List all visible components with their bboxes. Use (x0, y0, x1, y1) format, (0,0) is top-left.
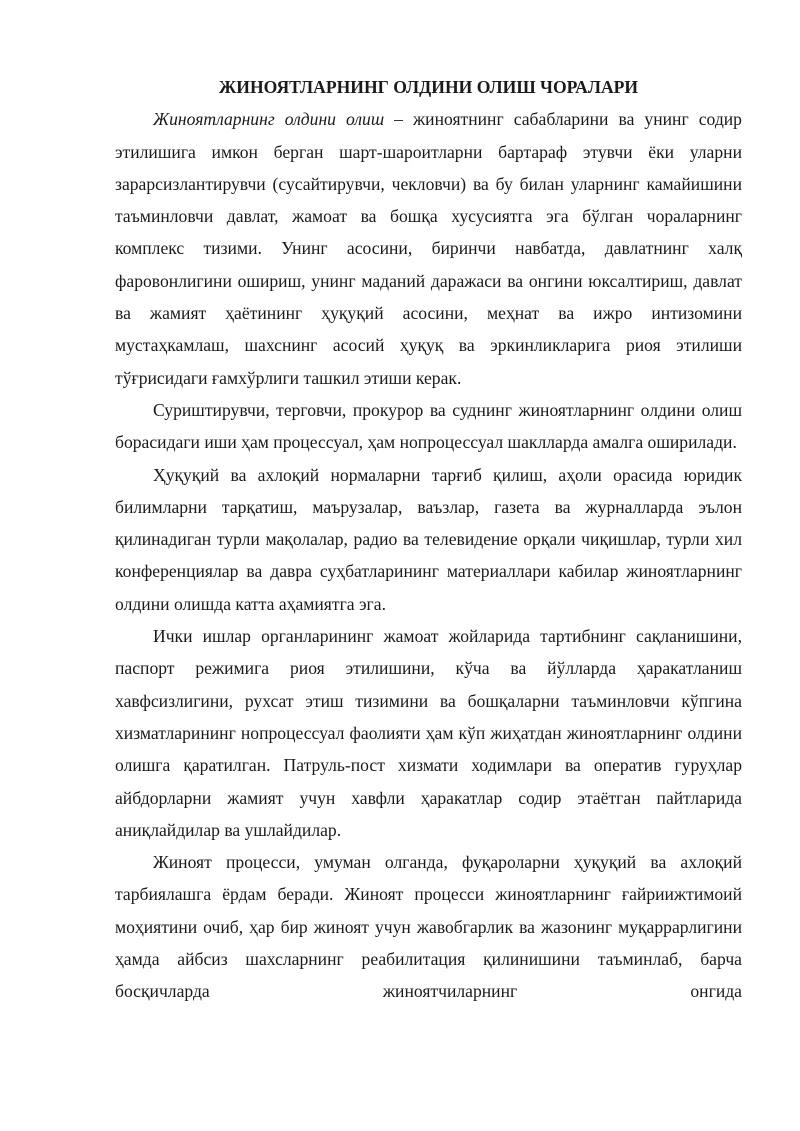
paragraph-text: Суриштирувчи, терговчи, прокурор ва суднинг жиноятларнинг олдини олиш борасидаги иши ҳам процессуал, ҳам нопроцессуал шаклларда амалга оширилади. (115, 399, 742, 453)
paragraph-text: Жиноят процесси, умуман олганда, фуқароларни ҳуқуқий ва ахлоқий тарбиялашга ёрдам беради. Жиноят процесси жиноятларнинг ғайриижтимоий моҳиятини очиб, ҳар бир жиноят учун жавобгарлик ва жазонинг муқаррарлигини ҳамда айбсиз шахсларнинг реабилитация қилинишини таъминлаб, барча босқичларда жиноятчиларнинг онгида (115, 852, 742, 1002)
document-title: ЖИНОЯТЛАРНИНГ ОЛДИНИ ОЛИШ ЧОРАЛАРИ (218, 77, 639, 97)
document-page (115, 71, 742, 1008)
paragraph-procedural-forms (115, 394, 742, 459)
paragraph-definition (115, 103, 742, 394)
paragraph-text: Ҳуқуқий ва ахлоқий нормаларни тарғиб қилиш, аҳоли орасида юридик билимларни тарқатиш, маърузалар, ваъзлар, газета ва журналларда эълон қилинадиган турли мақолалар, радио ва телевидение орқали чиқишлар, турли хил конференциялар ва давра суҳбатларининг материаллари кабилар жиноятларнинг олдини олишда катта аҳамиятга эга. (115, 464, 742, 614)
defined-term: Жиноятларнинг олдини олиш (153, 109, 385, 130)
paragraph-legal-propaganda (115, 459, 742, 620)
paragraph-text: – жиноятнинг сабабларини ва унинг содир этилишига имкон берган шарт-шароитларни бартараф этувчи ёки уларни зарарсизлантирувчи (сусайтирувчи, чекловчи) ва бу билан уларнинг камайишини таъминловчи давлат, жамоат ва бошқа хусусиятга эга бўлган чораларнинг комплекс тизими. Унинг асосини, биринчи навбатда, давлатнинг халқ фаровонлигини ошириш, унинг маданий даражаси ва онгини юксалтириш, давлат ва жамият ҳаётининг ҳуқуқий асосини, меҳнат ва ижро интизомини мустаҳкамлаш, шахснинг асосий ҳуқуқ ва эркинликларига риоя этилиши тўғрисидаги ғамхўрлиги ташкил этиши керак. (115, 109, 742, 388)
paragraph-criminal-process (115, 846, 742, 1007)
paragraph-internal-affairs (115, 620, 742, 846)
paragraph-text: Ички ишлар органларининг жамоат жойларида тартибнинг сақланишини, паспорт режимига риоя этилишини, кўча ва йўлларда ҳаракатланиш хавфсизлигини, рухсат этиш тизимини ва бошқаларни таъминловчи кўпгина хизматларининг нопроцессуал фаолияти ҳам кўп жиҳатдан жиноятларнинг олдини олишга қаратилган. Патруль-пост хизмати ходимлари ва оператив гуруҳлар айбдорларни жамият учун хавфли ҳаракатлар содир этаётган пайтларида аниқлайдилар ва ушлайдилар. (115, 626, 742, 840)
